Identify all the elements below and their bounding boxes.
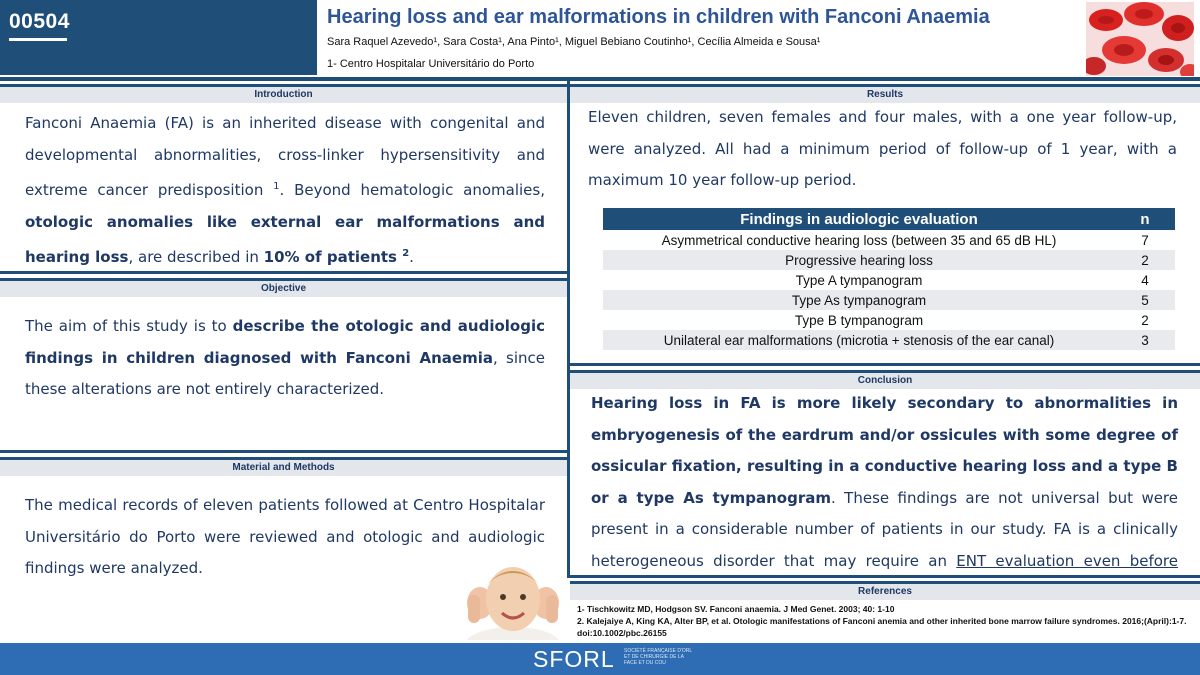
sforl-logo: SFORL: [533, 646, 615, 672]
table-row: [603, 310, 1175, 330]
count-cell: 2: [1141, 312, 1149, 328]
methods-heading: Material and Methods: [0, 457, 567, 476]
finding-cell: Type B tympanogram: [794, 312, 924, 328]
reference-2: 2. Kalejaiye A, King KA, Alter BP, et al. Otologic manifestations of Fanconi anemia and other inherited bone marrow failure syndromes. 2016;(April):1-7. doi:10.1002/pbc.26155: [577, 616, 1187, 638]
count-cell: 2: [1115, 250, 1175, 270]
findings-table-header: [603, 208, 1175, 230]
table-row: [603, 330, 1175, 350]
references-list: [577, 603, 1192, 639]
table-row: [603, 250, 1175, 270]
conclusion-heading: Conclusion: [570, 370, 1200, 389]
sforl-logo-subtext: SOCIÉTÉ FRANÇAISE D'ORL ET DE CHIRURGIE DE LA FACE ET DU COU: [624, 648, 693, 666]
introduction-p1: Fanconi Anaemia (FA) is an inherited disease with congenital and developmental abnormalities, cross-linker hypersensitivity and extreme cancer predisposition: [25, 114, 545, 199]
conclusion-p1: . These findings are not universal but were present in a considerable number of patients in our study. FA is a clinically heterogeneous disorder that may require an: [591, 488, 1179, 570]
findings-table: [603, 208, 1175, 350]
methods-text: The medical records of eleven patients followed at Centro Hospitalar Universitário do Porto were reviewed and otologic and audiologic findings were analyzed.: [25, 496, 545, 577]
table-row: [603, 230, 1175, 250]
introduction-p2: . Beyond hematologic anomalies,: [279, 181, 545, 199]
findings-header-n: n: [1115, 208, 1175, 230]
poster-affiliation: 1- Centro Hospitalar Universitário do Porto: [327, 58, 535, 70]
references-heading: References: [570, 581, 1200, 600]
introduction-p4: .: [409, 248, 414, 266]
introduction-bold-1: otologic anomalies like external ear malformations and hearing loss: [25, 212, 545, 266]
poster-title: Hearing loss and ear malformations in children with Fanconi Anaemia: [327, 6, 990, 28]
objective-bold-1: describe the otologic and audiologic findings in children diagnosed with Fanconi Anaemia: [25, 317, 545, 367]
conclusion-bold-1: Hearing loss in FA is more likely secondary to abnormalities in embryogenesis of the eardrum and/or ossicules with some degree of ossicular fixation, resulting in a conductive hearing loss and a type B or a type As tympanogram: [591, 394, 1178, 507]
intro-bottom-rule: [0, 271, 567, 274]
finding-cell: Type A tympanogram: [795, 272, 923, 288]
objective-p2: , since these alterations are not entirely characterized.: [25, 348, 545, 398]
introduction-p3: , are described in: [128, 248, 264, 266]
count-cell: 4: [1141, 272, 1149, 288]
conclusion-bottom-rule: [570, 575, 1200, 578]
objective-heading: Objective: [0, 278, 567, 297]
poster-authors: Sara Raquel Azevedo¹, Sara Costa¹, Ana Pinto¹, Miguel Bebiano Coutinho¹, Cecília Almeida e Sousa¹: [327, 36, 821, 48]
header-divider: [0, 77, 1200, 81]
finding-cell: Type As tympanogram: [603, 290, 1115, 310]
objective-text: [25, 311, 545, 406]
introduction-text: [25, 108, 545, 274]
objective-bottom-rule: [0, 450, 567, 453]
red-blood-cells-image: [1086, 2, 1194, 76]
table-row: [603, 290, 1175, 310]
finding-cell: Unilateral ear malformations (microtia + stenosis of the ear canal): [603, 330, 1115, 350]
results-bottom-rule: [570, 363, 1200, 366]
results-text: Eleven children, seven females and four males, with a one year follow-up, were analyzed. All had a minimum period of follow-up of 1 year, with a maximum 10 year follow-up period.: [588, 108, 1177, 189]
results-heading: Results: [570, 84, 1200, 103]
introduction-heading: Introduction: [0, 84, 567, 103]
citation-2: 2: [402, 248, 410, 259]
count-cell: 5: [1115, 290, 1175, 310]
count-cell: 3: [1115, 330, 1175, 350]
poster-id-underline: [9, 38, 67, 41]
objective-p1: The aim of this study is to: [25, 317, 233, 335]
child-listening-photo: [458, 555, 568, 640]
finding-cell: Progressive hearing loss: [603, 250, 1115, 270]
column-divider: [567, 81, 570, 578]
introduction-bold-2: 10% of patients: [263, 248, 403, 266]
reference-1: 1- Tischkowitz MD, Hodgson SV. Fanconi anaemia. J Med Genet. 2003; 40: 1-10: [577, 604, 895, 614]
findings-header-finding: Findings in audiologic evaluation: [603, 208, 1115, 230]
table-row: [603, 270, 1175, 290]
finding-cell: Asymmetrical conductive hearing loss (between 35 and 65 dB HL): [661, 232, 1057, 248]
count-cell: 7: [1141, 232, 1149, 248]
poster-id-block: [0, 0, 317, 75]
citation-1: 1: [273, 181, 280, 192]
conclusion-underline-1: ENT evaluation even before: [956, 551, 1178, 570]
poster-id: 00504: [9, 10, 70, 33]
